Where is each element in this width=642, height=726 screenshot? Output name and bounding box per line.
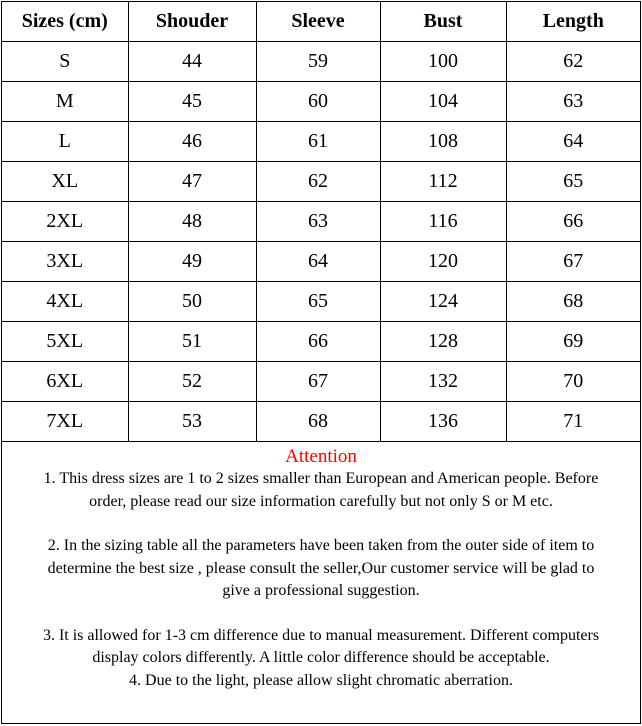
bust-cell: 124 [380,282,506,322]
size-cell: S [2,42,128,82]
bust-cell: 120 [380,242,506,282]
size-chart [1,1,641,724]
table-row [2,42,640,82]
length-cell: 71 [506,402,640,442]
note-spacer [6,603,636,625]
shoulder-cell: 45 [128,82,256,122]
shoulder-cell: 44 [128,42,256,82]
note-3-line-2: display colors differently. A little color difference should be acceptable. [92,649,550,666]
size-table-body [2,42,640,442]
bust-cell: 136 [380,402,506,442]
length-cell: 70 [506,362,640,402]
sleeve-cell: 62 [256,162,380,202]
header-sizes: Sizes (cm) [2,2,128,42]
sleeve-cell: 68 [256,402,380,442]
table-row [2,202,640,242]
size-cell: 6XL [2,362,128,402]
bust-cell: 132 [380,362,506,402]
size-cell: XL [2,162,128,202]
length-cell: 67 [506,242,640,282]
size-cell: 5XL [2,322,128,362]
table-header-row [2,2,640,42]
shoulder-cell: 49 [128,242,256,282]
attention-notes [2,442,640,692]
bust-cell: 100 [380,42,506,82]
bust-cell: 108 [380,122,506,162]
length-cell: 62 [506,42,640,82]
sleeve-cell: 63 [256,202,380,242]
size-table [2,2,640,442]
bust-cell: 112 [380,162,506,202]
sleeve-cell: 59 [256,42,380,82]
note-spacer [6,513,636,535]
sleeve-cell: 67 [256,362,380,402]
note-2-line-2: determine the best size , please consult the seller,Our customer service will be glad to [47,559,595,577]
bust-cell: 104 [380,82,506,122]
header-sleeve: Sleeve [256,2,380,42]
note-4-line-1: 4. Due to the light, please allow slight chromatic aberration. [129,671,513,689]
sleeve-cell: 60 [256,82,380,122]
table-row [2,362,640,402]
table-row [2,322,640,362]
size-cell: 2XL [2,202,128,242]
size-cell: 7XL [2,402,128,442]
table-row [2,162,640,202]
size-cell: M [2,82,128,122]
table-row [2,122,640,162]
bust-cell: 116 [380,202,506,242]
length-cell: 69 [506,322,640,362]
table-row [2,402,640,442]
shoulder-cell: 53 [128,402,256,442]
note-1-line-1: 1. This dress sizes are 1 to 2 sizes smaller than European and American people. Before [43,470,599,487]
length-cell: 64 [506,122,640,162]
length-cell: 68 [506,282,640,322]
shoulder-cell: 52 [128,362,256,402]
note-2-line-3: give a professional suggestion. [222,582,420,599]
length-cell: 63 [506,82,640,122]
length-cell: 66 [506,202,640,242]
bust-cell: 128 [380,322,506,362]
table-row [2,242,640,282]
note-3-line-1: 3. It is allowed for 1-3 cm difference due to manual measurement. Different computers [42,626,600,644]
sleeve-cell: 64 [256,242,380,282]
shoulder-cell: 47 [128,162,256,202]
size-cell: L [2,122,128,162]
size-cell: 3XL [2,242,128,282]
header-bust: Bust [380,2,506,42]
sleeve-cell: 66 [256,322,380,362]
attention-title: Attention [285,446,357,467]
table-row [2,282,640,322]
table-row [2,82,640,122]
shoulder-cell: 48 [128,202,256,242]
shoulder-cell: 50 [128,282,256,322]
header-shoulder: Shouder [128,2,256,42]
shoulder-cell: 46 [128,122,256,162]
length-cell: 65 [506,162,640,202]
header-length: Length [506,2,640,42]
note-2-line-1: 2. In the sizing table all the parameters have been taken from the outer side of item to [47,537,595,554]
shoulder-cell: 51 [128,322,256,362]
sleeve-cell: 65 [256,282,380,322]
size-cell: 4XL [2,282,128,322]
sleeve-cell: 61 [256,122,380,162]
note-1-line-2: order, please read our size information carefully but not only S or M etc. [89,492,553,510]
